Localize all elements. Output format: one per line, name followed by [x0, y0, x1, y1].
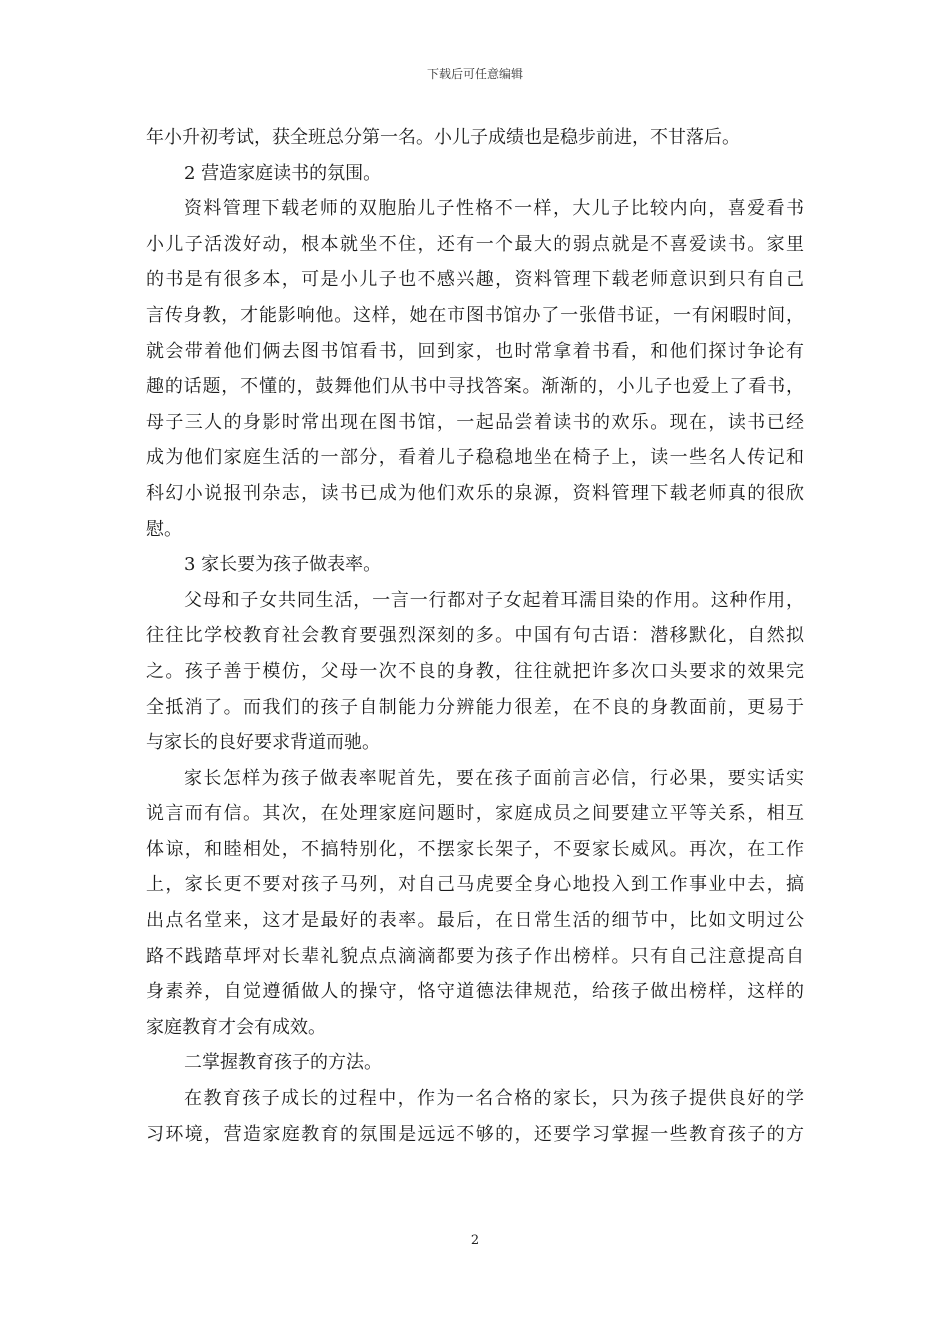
text-line: 慰。 [146, 518, 182, 540]
text-line: 小儿子活泼好动，根本就坐不住，还有一个最大的弱点就是不喜爱读书。家里 [146, 233, 804, 255]
text-line: 2 营造家庭读书的氛围。 [184, 162, 382, 184]
text-line: 母子三人的身影时常出现在图书馆，一起品尝着读书的欢乐。现在，读书已经 [146, 411, 804, 433]
text-line: 上，家长更不要对孩子马列，对自己马虎要全身心地投入到工作事业中去，搞 [146, 874, 804, 896]
text-line: 趣的话题，不懂的，鼓舞他们从书中寻找答案。渐渐的，小儿子也爱上了看书， [146, 376, 804, 398]
text-line: 出点名堂来，这才是最好的表率。最后，在日常生活的细节中，比如文明过公 [146, 910, 804, 932]
text-line: 资料管理下载老师的双胞胎儿子性格不一样，大儿子比较内向，喜爱看书 [184, 198, 804, 220]
text-line: 身素养，自觉遵循做人的操守，恪守道德法律规范，给孩子做出榜样，这样的 [146, 981, 804, 1003]
text-line: 言传身教，才能影响他。这样，她在市图书馆办了一张借书证，一有闲暇时间， [146, 304, 804, 326]
text-line: 在教育孩子成长的过程中，作为一名合格的家长，只为孩子提供良好的学 [184, 1088, 804, 1110]
text-line: 全抵消了。而我们的孩子自制能力分辨能力很差，在不良的身教面前，更易于 [146, 696, 804, 718]
text-line: 说言而有信。其次，在处理家庭问题时，家庭成员之间要建立平等关系，相互 [146, 803, 804, 825]
page-header: 下载后可任意编辑 [426, 67, 523, 81]
page-number: 2 [470, 1233, 480, 1248]
text-line: 成为他们家庭生活的一部分，看着儿子稳稳地坐在椅子上，读一些名人传记和 [146, 447, 804, 469]
text-line: 与家长的良好要求背道而驰。 [146, 732, 380, 754]
text-line: 3 家长要为孩子做表率。 [184, 554, 382, 576]
text-line: 家庭教育才会有成效。 [146, 1016, 326, 1038]
document-body [146, 120, 804, 1152]
text-line: 家长怎样为孩子做表率呢首先，要在孩子面前言必信，行必果，要实话实 [184, 767, 804, 789]
text-line: 习环境，营造家庭教育的氛围是远远不够的，还要学习掌握一些教育孩子的方 [146, 1123, 804, 1145]
text-line: 路不践踏草坪对长辈礼貌点点滴滴都要为孩子作出榜样。只有自己注意提高自 [146, 945, 804, 967]
text-line: 科幻小说报刊杂志，读书已成为他们欢乐的泉源，资料管理下载老师真的很欣 [146, 482, 804, 504]
text-line: 之。孩子善于模仿，父母一次不良的身教，往往就把许多次口头要求的效果完 [146, 660, 804, 682]
text-line: 就会带着他们俩去图书馆看书，回到家，也时常拿着书看，和他们探讨争论有 [146, 340, 804, 362]
text-line: 的书是有很多本，可是小儿子也不感兴趣，资料管理下载老师意识到只有自己 [146, 269, 804, 291]
text-line: 体谅，和睦相处，不搞特别化，不摆家长架子，不耍家长威风。再次，在工作 [146, 838, 804, 860]
text-line: 父母和子女共同生活，一言一行都对子女起着耳濡目染的作用。这种作用， [184, 589, 804, 611]
text-line: 年小升初考试，获全班总分第一名。小儿子成绩也是稳步前进，不甘落后。 [146, 127, 740, 148]
text-line: 往往比学校教育社会教育要强烈深刻的多。中国有句古语：潜移默化，自然拟 [146, 625, 804, 647]
text-line: 二掌握教育孩子的方法。 [184, 1052, 382, 1074]
